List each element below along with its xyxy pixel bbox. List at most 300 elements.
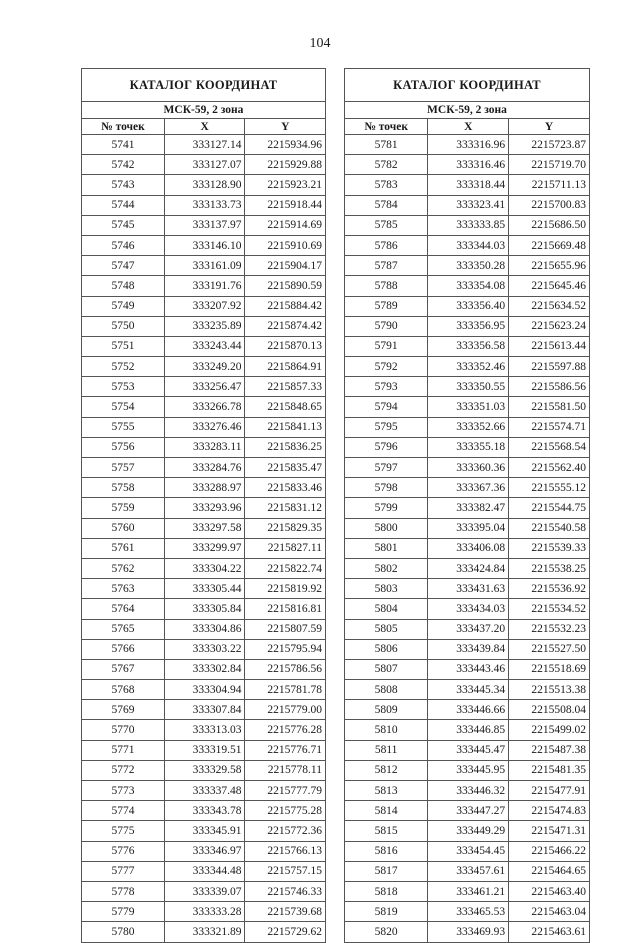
y-coordinate-cell: 2215586.56	[509, 377, 590, 397]
point-number-cell: 5796	[345, 437, 428, 457]
table-row	[82, 478, 326, 498]
point-number-cell: 5776	[82, 841, 165, 861]
zone-label: МСК-59, 2 зона	[82, 102, 326, 119]
y-coordinate-cell: 2215555.12	[509, 478, 590, 498]
y-coordinate-cell: 2215833.46	[245, 478, 326, 498]
x-coordinate-cell: 333445.47	[428, 740, 509, 760]
x-coordinate-cell: 333307.84	[164, 700, 245, 720]
point-number-cell: 5802	[345, 558, 428, 578]
table-row	[345, 296, 590, 316]
table-row	[82, 316, 326, 336]
point-number-cell: 5772	[82, 760, 165, 780]
y-coordinate-cell: 2215574.71	[509, 417, 590, 437]
point-number-cell: 5787	[345, 256, 428, 276]
table-row	[82, 296, 326, 316]
point-number-cell: 5811	[345, 740, 428, 760]
y-coordinate-cell: 2215481.35	[509, 760, 590, 780]
table-row	[345, 195, 590, 215]
x-coordinate-cell: 333297.58	[164, 518, 245, 538]
y-coordinate-cell: 2215700.83	[509, 195, 590, 215]
x-coordinate-cell: 333434.03	[428, 599, 509, 619]
table-row	[345, 639, 590, 659]
zone-label: МСК-59, 2 зона	[345, 102, 590, 119]
table-row	[345, 498, 590, 518]
x-coordinate-cell: 333191.76	[164, 276, 245, 296]
table-row	[345, 841, 590, 861]
x-coordinate-cell: 333457.61	[428, 861, 509, 881]
x-coordinate-cell: 333443.46	[428, 659, 509, 679]
table-row	[345, 760, 590, 780]
y-coordinate-cell: 2215775.28	[245, 801, 326, 821]
point-number-cell: 5797	[345, 458, 428, 478]
table-row	[82, 397, 326, 417]
table-row	[82, 155, 326, 175]
y-coordinate-cell: 2215864.91	[245, 357, 326, 377]
x-coordinate-cell: 333395.04	[428, 518, 509, 538]
y-coordinate-cell: 2215513.38	[509, 680, 590, 700]
table-row	[345, 215, 590, 235]
x-coordinate-cell: 333447.27	[428, 801, 509, 821]
column-header-y: Y	[509, 119, 590, 135]
table-row	[345, 881, 590, 901]
table-row	[82, 135, 326, 155]
y-coordinate-cell: 2215874.42	[245, 316, 326, 336]
point-number-cell: 5798	[345, 478, 428, 498]
point-number-cell: 5751	[82, 336, 165, 356]
table-row	[345, 256, 590, 276]
y-coordinate-cell: 2215841.13	[245, 417, 326, 437]
y-coordinate-cell: 2215827.11	[245, 538, 326, 558]
point-number-cell: 5783	[345, 175, 428, 195]
x-coordinate-cell: 333344.03	[428, 235, 509, 255]
x-coordinate-cell: 333329.58	[164, 760, 245, 780]
y-coordinate-cell: 2215471.31	[509, 821, 590, 841]
table-row	[82, 639, 326, 659]
point-number-cell: 5741	[82, 135, 165, 155]
y-coordinate-cell: 2215538.25	[509, 558, 590, 578]
x-coordinate-cell: 333288.97	[164, 478, 245, 498]
x-coordinate-cell: 333461.21	[428, 881, 509, 901]
point-number-cell: 5778	[82, 881, 165, 901]
table-row	[82, 276, 326, 296]
y-coordinate-cell: 2215904.17	[245, 256, 326, 276]
y-coordinate-cell: 2215463.40	[509, 881, 590, 901]
point-number-cell: 5760	[82, 518, 165, 538]
y-coordinate-cell: 2215539.33	[509, 538, 590, 558]
y-coordinate-cell: 2215746.33	[245, 881, 326, 901]
y-coordinate-cell: 2215655.96	[509, 256, 590, 276]
point-number-cell: 5816	[345, 841, 428, 861]
table-row	[82, 801, 326, 821]
x-coordinate-cell: 333276.46	[164, 417, 245, 437]
x-coordinate-cell: 333367.36	[428, 478, 509, 498]
table-row	[82, 619, 326, 639]
x-coordinate-cell: 333304.22	[164, 558, 245, 578]
x-coordinate-cell: 333469.93	[428, 922, 509, 942]
y-coordinate-cell: 2215884.42	[245, 296, 326, 316]
table-row	[82, 256, 326, 276]
point-number-cell: 5788	[345, 276, 428, 296]
y-coordinate-cell: 2215890.59	[245, 276, 326, 296]
y-coordinate-cell: 2215819.92	[245, 579, 326, 599]
y-coordinate-cell: 2215848.65	[245, 397, 326, 417]
y-coordinate-cell: 2215534.52	[509, 599, 590, 619]
point-number-cell: 5742	[82, 155, 165, 175]
table-row	[82, 740, 326, 760]
x-coordinate-cell: 333235.89	[164, 316, 245, 336]
table-row	[82, 195, 326, 215]
y-coordinate-cell: 2215581.50	[509, 397, 590, 417]
x-coordinate-cell: 333256.47	[164, 377, 245, 397]
point-number-cell: 5784	[345, 195, 428, 215]
point-number-cell: 5782	[345, 155, 428, 175]
x-coordinate-cell: 333127.14	[164, 135, 245, 155]
y-coordinate-cell: 2215816.81	[245, 599, 326, 619]
point-number-cell: 5792	[345, 357, 428, 377]
y-coordinate-cell: 2215477.91	[509, 781, 590, 801]
x-coordinate-cell: 333339.07	[164, 881, 245, 901]
y-coordinate-cell: 2215466.22	[509, 841, 590, 861]
table-row	[82, 659, 326, 679]
y-coordinate-cell: 2215766.13	[245, 841, 326, 861]
x-coordinate-cell: 333454.45	[428, 841, 509, 861]
table-row	[345, 417, 590, 437]
y-coordinate-cell: 2215923.21	[245, 175, 326, 195]
y-coordinate-cell: 2215776.71	[245, 740, 326, 760]
y-coordinate-cell: 2215463.61	[509, 922, 590, 942]
x-coordinate-cell: 333319.51	[164, 740, 245, 760]
x-coordinate-cell: 333304.86	[164, 619, 245, 639]
table-row	[345, 619, 590, 639]
y-coordinate-cell: 2215786.56	[245, 659, 326, 679]
y-coordinate-cell: 2215831.12	[245, 498, 326, 518]
y-coordinate-cell: 2215870.13	[245, 336, 326, 356]
y-coordinate-cell: 2215829.35	[245, 518, 326, 538]
y-coordinate-cell: 2215836.25	[245, 437, 326, 457]
x-coordinate-cell: 333350.55	[428, 377, 509, 397]
y-coordinate-cell: 2215499.02	[509, 720, 590, 740]
point-number-cell: 5795	[345, 417, 428, 437]
point-number-cell: 5801	[345, 538, 428, 558]
x-coordinate-cell: 333465.53	[428, 902, 509, 922]
point-number-cell: 5761	[82, 538, 165, 558]
point-number-cell: 5800	[345, 518, 428, 538]
point-number-cell: 5773	[82, 781, 165, 801]
table-row	[345, 336, 590, 356]
point-number-cell: 5769	[82, 700, 165, 720]
table-row	[82, 377, 326, 397]
table-row	[82, 922, 326, 942]
table-row	[82, 841, 326, 861]
x-coordinate-cell: 333446.66	[428, 700, 509, 720]
x-coordinate-cell: 333323.41	[428, 195, 509, 215]
x-coordinate-cell: 333299.97	[164, 538, 245, 558]
x-coordinate-cell: 333360.36	[428, 458, 509, 478]
point-number-cell: 5809	[345, 700, 428, 720]
y-coordinate-cell: 2215776.28	[245, 720, 326, 740]
x-coordinate-cell: 333316.96	[428, 135, 509, 155]
table-row	[345, 700, 590, 720]
point-number-cell: 5789	[345, 296, 428, 316]
point-number-cell: 5786	[345, 235, 428, 255]
point-number-cell: 5763	[82, 579, 165, 599]
x-coordinate-cell: 333321.89	[164, 922, 245, 942]
point-number-cell: 5808	[345, 680, 428, 700]
point-number-cell: 5766	[82, 639, 165, 659]
y-coordinate-cell: 2215778.11	[245, 760, 326, 780]
x-coordinate-cell: 333293.96	[164, 498, 245, 518]
x-coordinate-cell: 333337.48	[164, 781, 245, 801]
point-number-cell: 5758	[82, 478, 165, 498]
y-coordinate-cell: 2215711.13	[509, 175, 590, 195]
x-coordinate-cell: 333350.28	[428, 256, 509, 276]
x-coordinate-cell: 333354.08	[428, 276, 509, 296]
point-number-cell: 5746	[82, 235, 165, 255]
table-row	[82, 538, 326, 558]
point-number-cell: 5790	[345, 316, 428, 336]
point-number-cell: 5757	[82, 458, 165, 478]
point-number-cell: 5749	[82, 296, 165, 316]
table-row	[345, 175, 590, 195]
y-coordinate-cell: 2215757.15	[245, 861, 326, 881]
y-coordinate-cell: 2215795.94	[245, 639, 326, 659]
y-coordinate-cell: 2215463.04	[509, 902, 590, 922]
catalog-title: КАТАЛОГ КООРДИНАТ	[82, 69, 326, 102]
x-coordinate-cell: 333302.84	[164, 659, 245, 679]
point-number-cell: 5813	[345, 781, 428, 801]
table-row	[345, 518, 590, 538]
point-number-cell: 5804	[345, 599, 428, 619]
y-coordinate-cell: 2215777.79	[245, 781, 326, 801]
table-row	[345, 781, 590, 801]
y-coordinate-cell: 2215914.69	[245, 215, 326, 235]
y-coordinate-cell: 2215544.75	[509, 498, 590, 518]
y-coordinate-cell: 2215634.52	[509, 296, 590, 316]
point-number-cell: 5818	[345, 881, 428, 901]
table-row	[345, 558, 590, 578]
table-row	[82, 760, 326, 780]
point-number-cell: 5810	[345, 720, 428, 740]
x-coordinate-cell: 333344.48	[164, 861, 245, 881]
point-number-cell: 5775	[82, 821, 165, 841]
point-number-cell: 5777	[82, 861, 165, 881]
x-coordinate-cell: 333355.18	[428, 437, 509, 457]
point-number-cell: 5820	[345, 922, 428, 942]
point-number-cell: 5807	[345, 659, 428, 679]
y-coordinate-cell: 2215910.69	[245, 235, 326, 255]
table-row	[82, 579, 326, 599]
x-coordinate-cell: 333284.76	[164, 458, 245, 478]
column-header-num: № точек	[82, 119, 165, 135]
table-row	[345, 135, 590, 155]
y-coordinate-cell: 2215739.68	[245, 902, 326, 922]
point-number-cell: 5799	[345, 498, 428, 518]
x-coordinate-cell: 333146.10	[164, 235, 245, 255]
point-number-cell: 5767	[82, 659, 165, 679]
table-row	[345, 821, 590, 841]
x-coordinate-cell: 333266.78	[164, 397, 245, 417]
y-coordinate-cell: 2215508.04	[509, 700, 590, 720]
y-coordinate-cell: 2215532.23	[509, 619, 590, 639]
x-coordinate-cell: 333351.03	[428, 397, 509, 417]
x-coordinate-cell: 333207.92	[164, 296, 245, 316]
point-number-cell: 5764	[82, 599, 165, 619]
x-coordinate-cell: 333406.08	[428, 538, 509, 558]
x-coordinate-cell: 333333.85	[428, 215, 509, 235]
table-row	[345, 437, 590, 457]
catalog-title: КАТАЛОГ КООРДИНАТ	[345, 69, 590, 102]
point-number-cell: 5815	[345, 821, 428, 841]
table-row	[345, 155, 590, 175]
table-row	[82, 437, 326, 457]
table-row	[345, 478, 590, 498]
x-coordinate-cell: 333304.94	[164, 680, 245, 700]
table-row	[82, 821, 326, 841]
x-coordinate-cell: 333356.95	[428, 316, 509, 336]
y-coordinate-cell: 2215613.44	[509, 336, 590, 356]
table-row	[345, 316, 590, 336]
x-coordinate-cell: 333161.09	[164, 256, 245, 276]
x-coordinate-cell: 333356.40	[428, 296, 509, 316]
table-row	[345, 397, 590, 417]
x-coordinate-cell: 333439.84	[428, 639, 509, 659]
x-coordinate-cell: 333345.91	[164, 821, 245, 841]
point-number-cell: 5759	[82, 498, 165, 518]
column-header-x: X	[164, 119, 245, 135]
y-coordinate-cell: 2215623.24	[509, 316, 590, 336]
y-coordinate-cell: 2215597.88	[509, 357, 590, 377]
x-coordinate-cell: 333424.84	[428, 558, 509, 578]
y-coordinate-cell: 2215464.65	[509, 861, 590, 881]
y-coordinate-cell: 2215934.96	[245, 135, 326, 155]
column-header-x: X	[428, 119, 509, 135]
table-row	[345, 720, 590, 740]
table-row	[345, 740, 590, 760]
point-number-cell: 5817	[345, 861, 428, 881]
point-number-cell: 5794	[345, 397, 428, 417]
x-coordinate-cell: 333382.47	[428, 498, 509, 518]
point-number-cell: 5779	[82, 902, 165, 922]
point-number-cell: 5770	[82, 720, 165, 740]
point-number-cell: 5753	[82, 377, 165, 397]
point-number-cell: 5812	[345, 760, 428, 780]
point-number-cell: 5765	[82, 619, 165, 639]
table-row	[345, 861, 590, 881]
y-coordinate-cell: 2215729.62	[245, 922, 326, 942]
table-row	[345, 680, 590, 700]
table-row	[345, 922, 590, 942]
x-coordinate-cell: 333333.28	[164, 902, 245, 922]
x-coordinate-cell: 333305.44	[164, 579, 245, 599]
y-coordinate-cell: 2215487.38	[509, 740, 590, 760]
point-number-cell: 5806	[345, 639, 428, 659]
point-number-cell: 5755	[82, 417, 165, 437]
table-row	[82, 417, 326, 437]
x-coordinate-cell: 333352.46	[428, 357, 509, 377]
coordinate-table-right	[344, 68, 590, 943]
table-row	[345, 659, 590, 679]
point-number-cell: 5745	[82, 215, 165, 235]
point-number-cell: 5814	[345, 801, 428, 821]
point-number-cell: 5743	[82, 175, 165, 195]
point-number-cell: 5781	[345, 135, 428, 155]
table-row	[345, 801, 590, 821]
column-header-num: № точек	[345, 119, 428, 135]
table-row	[82, 458, 326, 478]
y-coordinate-cell: 2215918.44	[245, 195, 326, 215]
y-coordinate-cell: 2215835.47	[245, 458, 326, 478]
point-number-cell: 5803	[345, 579, 428, 599]
y-coordinate-cell: 2215723.87	[509, 135, 590, 155]
table-row	[82, 700, 326, 720]
y-coordinate-cell: 2215518.69	[509, 659, 590, 679]
point-number-cell: 5791	[345, 336, 428, 356]
y-coordinate-cell: 2215669.48	[509, 235, 590, 255]
table-row	[345, 538, 590, 558]
point-number-cell: 5805	[345, 619, 428, 639]
table-row	[82, 720, 326, 740]
table-row	[345, 579, 590, 599]
y-coordinate-cell: 2215807.59	[245, 619, 326, 639]
x-coordinate-cell: 333446.85	[428, 720, 509, 740]
x-coordinate-cell: 333283.11	[164, 437, 245, 457]
point-number-cell: 5774	[82, 801, 165, 821]
table-row	[82, 215, 326, 235]
y-coordinate-cell: 2215686.50	[509, 215, 590, 235]
x-coordinate-cell: 333137.97	[164, 215, 245, 235]
x-coordinate-cell: 333128.90	[164, 175, 245, 195]
x-coordinate-cell: 333243.44	[164, 336, 245, 356]
table-row	[82, 518, 326, 538]
point-number-cell: 5756	[82, 437, 165, 457]
x-coordinate-cell: 333431.63	[428, 579, 509, 599]
table-row	[345, 235, 590, 255]
x-coordinate-cell: 333343.78	[164, 801, 245, 821]
x-coordinate-cell: 333305.84	[164, 599, 245, 619]
table-row	[82, 599, 326, 619]
y-coordinate-cell: 2215527.50	[509, 639, 590, 659]
y-coordinate-cell: 2215536.92	[509, 579, 590, 599]
table-row	[345, 458, 590, 478]
x-coordinate-cell: 333449.29	[428, 821, 509, 841]
x-coordinate-cell: 333303.22	[164, 639, 245, 659]
point-number-cell: 5754	[82, 397, 165, 417]
table-row	[82, 680, 326, 700]
x-coordinate-cell: 333318.44	[428, 175, 509, 195]
x-coordinate-cell: 333249.20	[164, 357, 245, 377]
point-number-cell: 5771	[82, 740, 165, 760]
table-row	[82, 881, 326, 901]
y-coordinate-cell: 2215540.58	[509, 518, 590, 538]
point-number-cell: 5747	[82, 256, 165, 276]
x-coordinate-cell: 333446.32	[428, 781, 509, 801]
point-number-cell: 5819	[345, 902, 428, 922]
y-coordinate-cell: 2215929.88	[245, 155, 326, 175]
y-coordinate-cell: 2215562.40	[509, 458, 590, 478]
y-coordinate-cell: 2215474.83	[509, 801, 590, 821]
y-coordinate-cell: 2215772.36	[245, 821, 326, 841]
page-number: 104	[309, 36, 331, 51]
x-coordinate-cell: 333437.20	[428, 619, 509, 639]
y-coordinate-cell: 2215822.74	[245, 558, 326, 578]
x-coordinate-cell: 333445.95	[428, 760, 509, 780]
point-number-cell: 5785	[345, 215, 428, 235]
table-row	[345, 599, 590, 619]
x-coordinate-cell: 333133.73	[164, 195, 245, 215]
y-coordinate-cell: 2215779.00	[245, 700, 326, 720]
table-row	[82, 781, 326, 801]
table-row	[82, 498, 326, 518]
